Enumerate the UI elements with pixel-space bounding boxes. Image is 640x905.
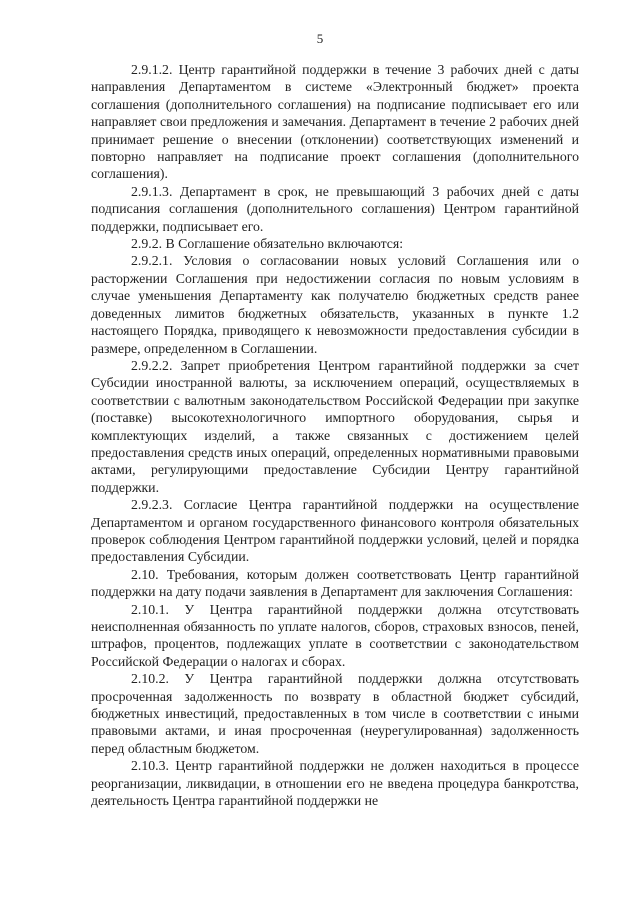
paragraph-2-10: 2.10. Требования, которым должен соответствовать Центр гарантийной поддержки на дату подачи заявления в Департамент для заключения Соглашения: — [91, 566, 579, 600]
paragraph-2-10-3: 2.10.3. Центр гарантийной поддержки не должен находиться в процессе реорганизации, ликвидации, в отношении его не введена процедура банкротства, деятельность Центра гарантийной поддержки не — [91, 758, 579, 809]
document-body — [91, 61, 579, 809]
paragraph-2-9-2: 2.9.2. В Соглашение обязательно включаются: — [131, 236, 404, 252]
page-number: 5 — [316, 31, 324, 46]
paragraph-2-10-2: 2.10.2. У Центра гарантийной поддержки должна отсутствовать просроченная задолженность по возврату в областной бюджет субсидий, бюджетных инвестиций, предоставленных в том числе в соответствии с иными правовыми актами, и иная просроченная (неурегулированная) задолженность перед областным бюджетом. — [91, 671, 579, 756]
paragraph-2-9-2-3: 2.9.2.3. Согласие Центра гарантийной поддержки на осуществление Департаментом и органом государственного финансового контроля обязательных проверок соблюдения Центром гарантийной поддержки условий, целей и порядка предоставления Субсидии. — [91, 497, 579, 565]
paragraph-2-9-2-1: 2.9.2.1. Условия о согласовании новых условий Соглашения или о расторжении Соглашения при недостижении согласия по новым условиям в случае уменьшения Департаменту как получателю бюджетных средств ранее доведенных лимитов бюджетных обязательств, указанных в пункте 1.2 настоящего Порядка, приводящего к невозможности предоставления субсидии в размере, определенном в Соглашении. — [91, 253, 579, 356]
paragraph-2-9-1-2: 2.9.1.2. Центр гарантийной поддержки в течение 3 рабочих дней с даты направления Департаментом в системе «Электронный бюджет» проекта соглашения (дополнительного соглашения) на подписание подписывает его или направляет свои предложения и замечания. Департамент в течение 2 рабочих дней принимает решение о внесении (отклонении) соответствующих изменений и повторно направляет на подписание проект соглашения (дополнительного соглашения). — [91, 62, 579, 182]
paragraph-2-10-1: 2.10.1. У Центра гарантийной поддержки должна отсутствовать неисполненная обязанность по уплате налогов, сборов, страховых взносов, пеней, штрафов, процентов, подлежащих уплате в соответствии с законодательством Российской Федерации о налогах и сборах. — [91, 601, 579, 669]
paragraph-2-9-2-2: 2.9.2.2. Запрет приобретения Центром гарантийной поддержки за счет Субсидии иностранной валюты, за исключением операций, осуществляемых в соответствии с валютным законодательством Российской Федерации при закупке (поставке) высокотехнологичного импортного оборудования, сырья и комплектующих изделий, а также связанных с достижением целей предоставления средств иных операций, определенных нормативными правовыми актами, регулирующими предоставление Субсидии Центру гарантийной поддержки. — [91, 357, 579, 495]
paragraph-2-9-1-3: 2.9.1.3. Департамент в срок, не превышающий 3 рабочих дней с даты подписания соглашения (дополнительного соглашения) Центром гарантийной поддержки, подписывает его. — [91, 183, 579, 234]
